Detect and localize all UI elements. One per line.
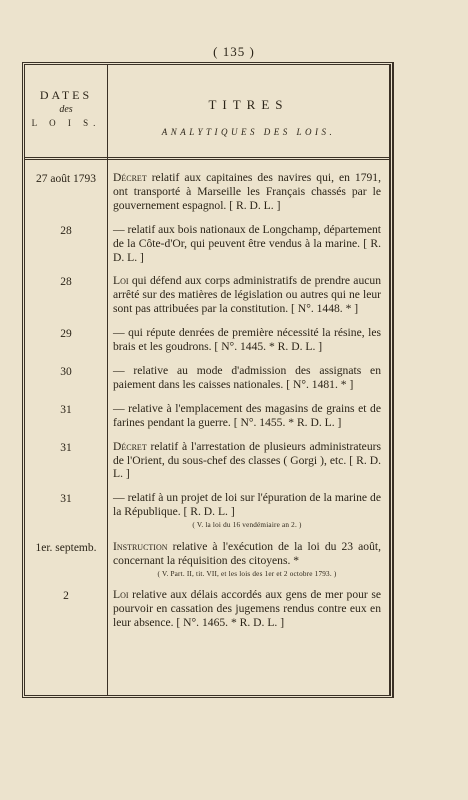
entry-title (107, 223, 389, 265)
entry-note: ( V. Part. II, tit. VII, et les lois des 1er et 2 octobre 1793. ) (157, 569, 337, 578)
entry-title (107, 540, 389, 578)
dates-header (25, 87, 107, 129)
list-item (25, 540, 389, 578)
titres-header (108, 97, 389, 137)
entry-lead-word: Loi (113, 274, 129, 288)
entry-date: 30 (60, 365, 72, 378)
table-frame (22, 62, 394, 698)
entry-date: 1er. septemb. (35, 541, 97, 554)
entry-title (107, 402, 389, 430)
entry-text: relatif aux capitaines des navires qui, en 1791, ont transporté à Marseille les Français chassés par le gouvernement espagnol. [ R. D. L. ] (113, 171, 381, 212)
entry-lead-word: Instruction (113, 539, 168, 553)
list-item (25, 171, 389, 213)
entry-lead-word: Loi (113, 588, 129, 602)
titres-word: TITRES (208, 97, 289, 112)
list-item (25, 402, 389, 430)
entry-title (107, 440, 389, 482)
entry-date: 31 (60, 493, 72, 506)
entry-text: — relatif à un projet de loi sur l'épuration de la marine de la République. [ R. D. L. ] (113, 491, 381, 519)
entry-date: 28 (60, 224, 72, 237)
entry-text: — qui répute denrées de première nécessité la résine, les brais et les goudrons. [ N°. 1445. * R. D. L. ] (113, 326, 381, 354)
entry-date: 28 (60, 276, 72, 289)
entry-text: — relatif aux bois nationaux de Longchamp, département de la Côte-d'Or, qui peuvent être vendus à la marine. [ R. D. L. ] (113, 222, 381, 264)
entries-list (25, 161, 389, 630)
dates-word: DATES (39, 88, 93, 102)
entry-date: 31 (60, 403, 72, 416)
entry-date: 29 (60, 328, 72, 341)
list-item (25, 491, 389, 529)
entry-text: relative à l'exécution de la loi du 23 août, concernant la réquisition des citoyens. * (113, 539, 381, 567)
entry-date: 31 (60, 441, 72, 454)
entry-lead-word: Décret (113, 171, 147, 184)
list-item (25, 223, 389, 265)
list-item (25, 588, 389, 630)
entry-title (107, 491, 389, 529)
list-item (25, 364, 389, 392)
list-item (25, 326, 389, 354)
dates-des: des (59, 104, 73, 116)
titres-subtitle: ANALYTIQUES DES LOIS. (161, 127, 336, 137)
entry-text: — relative au mode d'admission des assignats en paiement dans les caisses nationales. [ N°. 1481. * ] (113, 363, 381, 391)
list-item (25, 440, 389, 482)
entry-text: relatif à l'arrestation de plusieurs administrateurs de l'Orient, du sous-chef des classes ( Gorgi ), etc. [ R. D. L. ] (113, 439, 381, 481)
entry-date: 2 (63, 590, 69, 603)
entry-text: qui défend aux corps administratifs de prendre aucun arrêté sur des matières de législation ou autres qui ne leur sont pas attribuées par la constitution. [ N°. 1448. * ] (113, 274, 381, 316)
header-rule (25, 157, 389, 160)
list-item (25, 274, 389, 316)
entry-date: 27 août 1793 (35, 173, 97, 185)
entry-title (107, 171, 389, 213)
dates-lois: L O I S. (31, 117, 101, 128)
page-number: ( 135 ) (213, 44, 255, 59)
entry-title (107, 588, 389, 630)
entry-title (107, 326, 389, 354)
entry-title (107, 364, 389, 392)
entry-lead-word: Décret (113, 439, 147, 453)
entry-text: relative aux délais accordés aux gens de mer pour se pourvoir en cassation des jugemens rendus contre eux en leur absence. [ N°. 1465. * R. D. L. ] (113, 588, 381, 630)
entry-note: ( V. la loi du 16 vendémiaire an 2. ) (192, 521, 302, 530)
entry-text: — relative à l'emplacement des magasins de grains et de farines pendant la guerre. [ N°. 1455. * R. D. L. ] (113, 401, 381, 429)
entry-title (107, 274, 389, 316)
